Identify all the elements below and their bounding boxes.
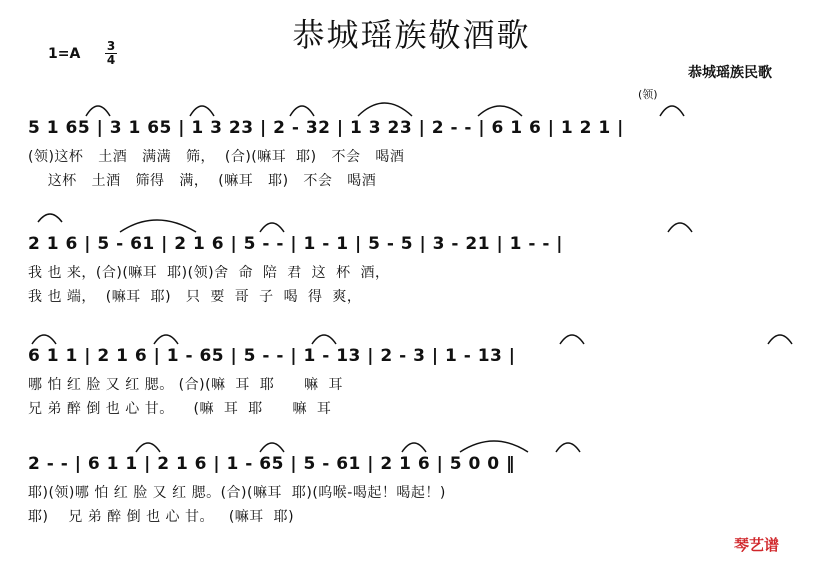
lyrics-verse-1: 哪 怕 红 脸 又 红 腮。 (合)(嘛 耳 耶 嘛 耳 bbox=[28, 377, 343, 393]
music-system-2 bbox=[28, 204, 808, 314]
notation-line: 2 1 6 | 5 - 61 | 2 1 6 | 5 - - | 1 - 1 | 5 - 5 | 3 - 21 | 1 - - | bbox=[28, 234, 564, 254]
time-numerator: 3 bbox=[106, 39, 116, 53]
song-source: 恭城瑶族民歌 bbox=[688, 65, 772, 81]
time-signature bbox=[104, 40, 118, 67]
time-denominator: 4 bbox=[106, 53, 116, 67]
song-title: 恭城瑶族敬酒歌 bbox=[292, 16, 531, 54]
lyrics-verse-1: 耶)(领)哪 怕 红 脸 又 红 腮。(合)(嘛耳 耶)(呜喉-喝起！喝起！) bbox=[28, 485, 446, 501]
lyrics-verse-2: 兄 弟 醉 倒 也 心 甘。 (嘛 耳 耶 嘛 耳 bbox=[28, 401, 332, 417]
music-system-3 bbox=[28, 316, 808, 426]
lyrics-verse-2: 这杯 土酒 筛得 满， (嘛耳 耶) 不会 喝酒 bbox=[28, 173, 377, 189]
lyrics-verse-2: 我 也 端， (嘛耳 耶) 只 要 哥 子 喝 得 爽， bbox=[28, 289, 362, 305]
notation-line: 6 1 1 | 2 1 6 | 1 - 65 | 5 - - | 1 - 13 | 2 - 3 | 1 - 13 | bbox=[28, 346, 516, 366]
lyrics-verse-1: 我 也 来，(合)(嘛耳 耶)(领)舍 命 陪 君 这 杯 酒， bbox=[28, 265, 390, 281]
notation-line: 5 1 65 | 3 1 65 | 1 3 23 | 2 - 32 | 1 3 23 | 2 - - | 6 1 6 | 1 2 1 | bbox=[28, 118, 624, 138]
music-system-4 bbox=[28, 424, 808, 534]
notation-line: 2 - - | 6 1 1 | 2 1 6 | 1 - 65 | 5 - 61 | 2 1 6 | 5 0 0 ‖ bbox=[28, 454, 516, 474]
site-logo: 琴艺谱 bbox=[734, 536, 780, 554]
music-system-1 bbox=[28, 88, 808, 198]
lyrics-verse-2: 耶) 兄 弟 醉 倒 也 心 甘。 (嘛耳 耶) bbox=[28, 509, 295, 525]
key-signature: 1=A bbox=[48, 46, 81, 62]
lead-cue: (领) bbox=[638, 88, 658, 101]
lyrics-verse-1: (领)这杯 土酒 满满 筛， (合)(嘛耳 耶) 不会 喝酒 bbox=[28, 149, 405, 165]
